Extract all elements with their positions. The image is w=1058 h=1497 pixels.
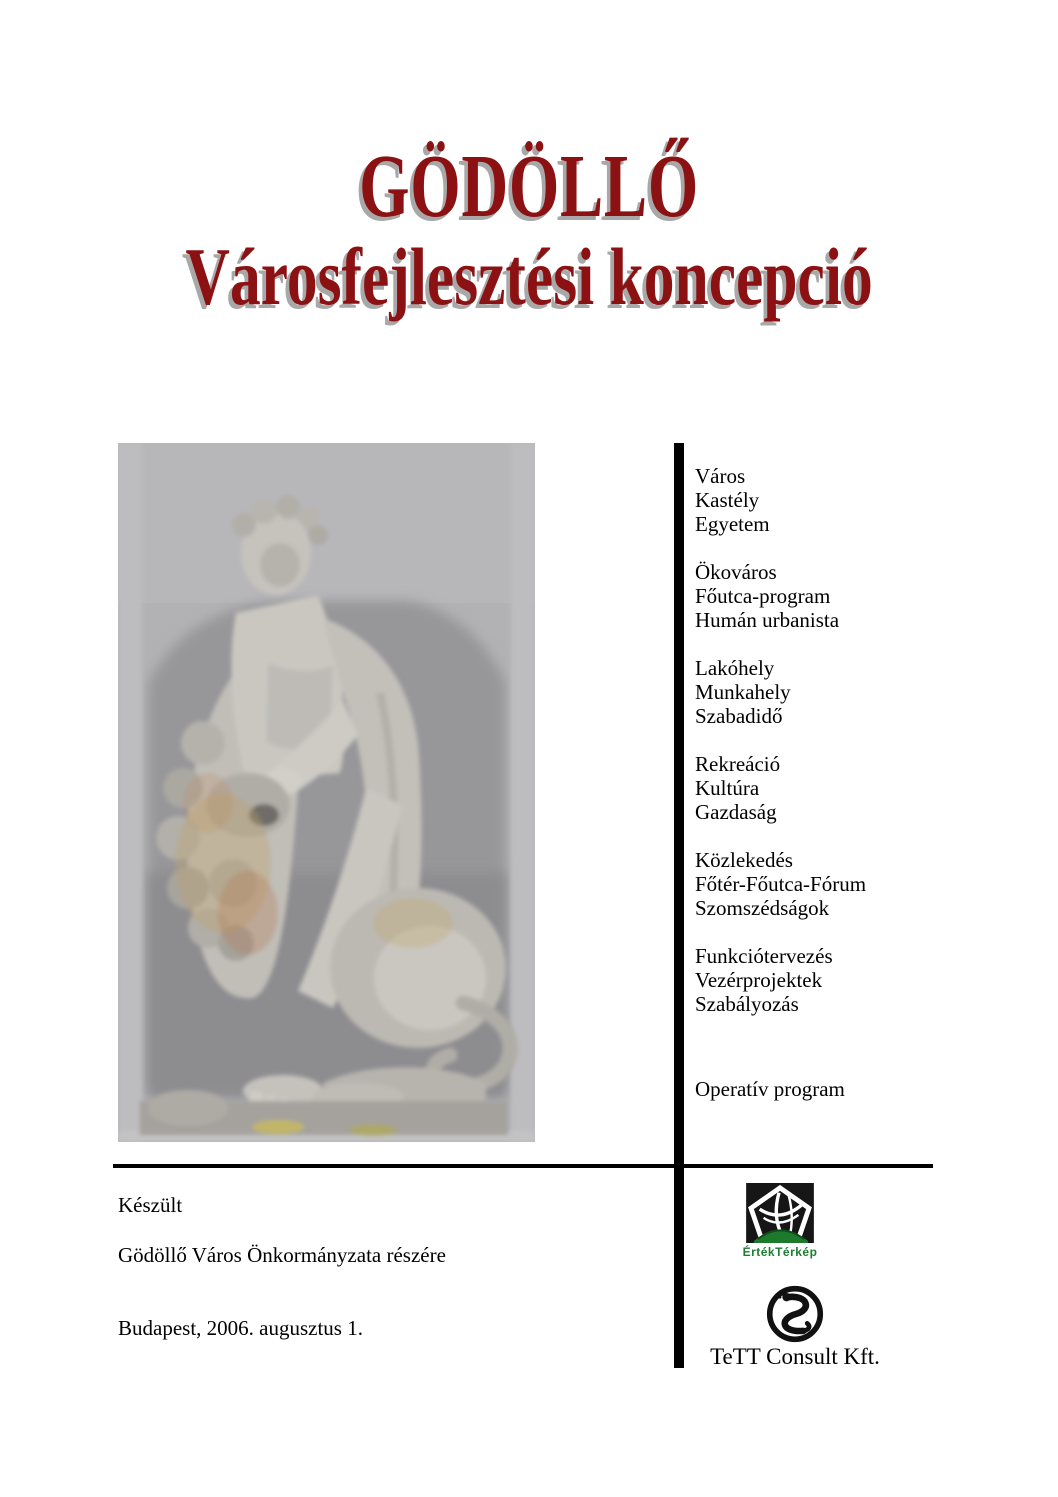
- horizontal-divider: [113, 1164, 933, 1168]
- keyword-item: Szomszédságok: [695, 896, 830, 920]
- tett-logo: [700, 1285, 890, 1370]
- keyword-item: Munkahely: [695, 680, 791, 704]
- keyword-group: [695, 656, 1015, 728]
- keyword-group: [695, 752, 1015, 824]
- keyword-item: Egyetem: [695, 512, 770, 536]
- page-title: [0, 137, 1058, 236]
- keyword-item: Gazdaság: [695, 800, 777, 824]
- keyword-item: Szabályozás: [695, 992, 799, 1016]
- ertekterkep-globe-pentagon-icon: [746, 1183, 814, 1243]
- tett-serpent-circle-icon: [762, 1285, 828, 1343]
- ertekterkep-logo: [735, 1183, 825, 1259]
- vertical-divider: [674, 443, 684, 1368]
- keyword-item: Szabadidő: [695, 704, 783, 728]
- statue-photo: [118, 443, 535, 1142]
- keyword-item-operativ-program: Operatív program: [695, 1077, 845, 1101]
- prepared-label: Készült: [118, 1193, 183, 1217]
- keyword-list: [695, 464, 1015, 1101]
- client-line: Gödöllő Város Önkormányzata részére: [118, 1243, 446, 1267]
- statue-illustration: [118, 443, 535, 1142]
- keyword-item: Funkciótervezés: [695, 944, 833, 968]
- keyword-item: Humán urbanista: [695, 608, 840, 632]
- keyword-item: Főtér-Főutca-Fórum: [695, 872, 867, 896]
- place-date-line: Budapest, 2006. augusztus 1.: [118, 1316, 363, 1340]
- ertekterkep-logo-caption: ÉrtékTérkép: [742, 1245, 818, 1259]
- keyword-item: Közlekedés: [695, 848, 793, 872]
- tett-logo-caption: TeTT Consult Kft.: [710, 1344, 880, 1369]
- keyword-group: [695, 464, 1015, 536]
- keyword-item: Lakóhely: [695, 656, 775, 680]
- page-subtitle-text: Városfejlesztési koncepció: [185, 231, 873, 322]
- keyword-item: Kultúra: [695, 776, 760, 800]
- keyword-item: Ökováros: [695, 560, 777, 584]
- page-subtitle: [0, 231, 1058, 322]
- keyword-item: Kastély: [695, 488, 760, 512]
- keyword-item: Város: [695, 464, 746, 488]
- keyword-group: [695, 944, 1015, 1016]
- page-title-text: GÖDÖLLŐ: [359, 137, 699, 236]
- keyword-item: Vezérprojektek: [695, 968, 823, 992]
- keyword-group: [695, 560, 1015, 632]
- keyword-item: Rekreáció: [695, 752, 781, 776]
- keyword-group: [695, 848, 1015, 920]
- keyword-item: Főutca-program: [695, 584, 831, 608]
